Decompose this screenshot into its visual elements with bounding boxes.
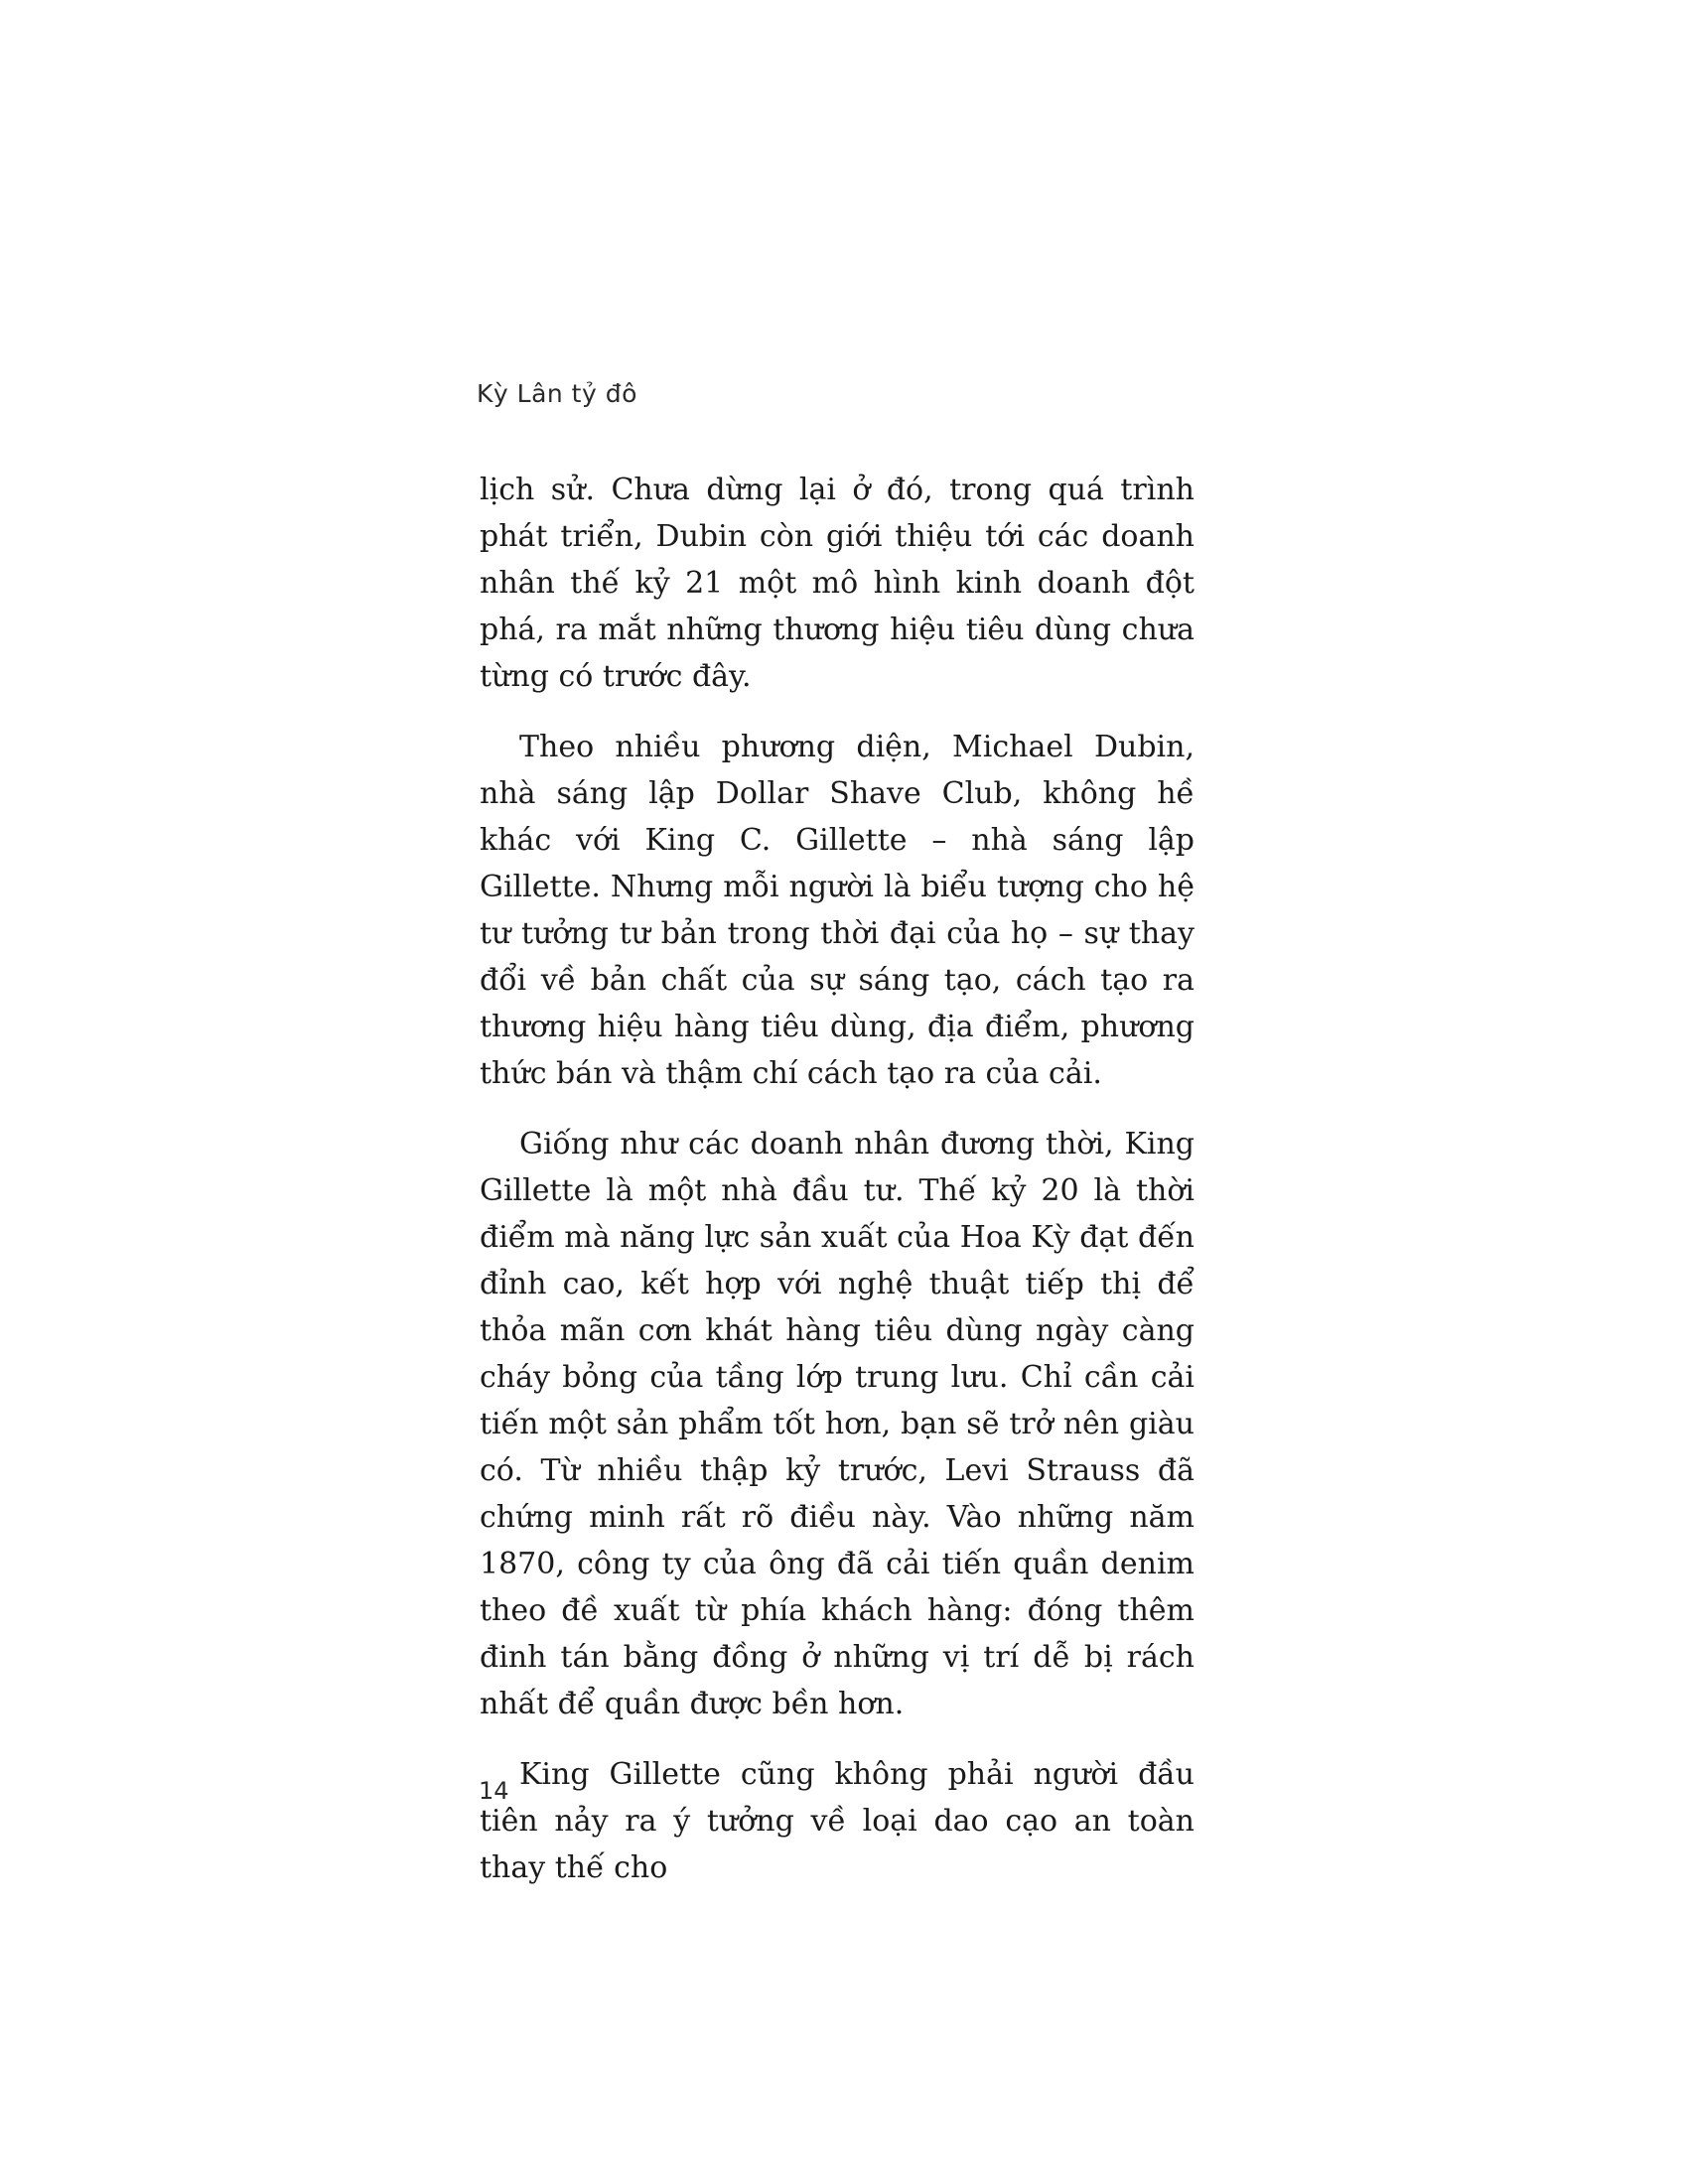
paragraph-4: King Gillette cũng không phải người đầu tiên nảy ra ý tưởng về loại dao cạo an toàn thay thế cho: [480, 1757, 1195, 1885]
paragraph-3: Giống như các doanh nhân đương thời, King Gillette là một nhà đầu tư. Thế kỷ 20 là thời điểm mà năng lực sản xuất của Hoa Kỳ đạt đến đỉnh cao, kết hợp với nghệ thuật tiếp thị để thỏa mãn cơn khát hàng tiêu dùng ngày càng cháy bỏng của tầng lớp trung lưu. Chỉ cần cải tiến một sản phẩm tốt hơn, bạn sẽ trở nên giàu có. Từ nhiều thập kỷ trước, Levi Strauss đã chứng minh rất rõ điều này. Vào những năm 1870, công ty của ông đã cải tiến quần denim theo đề xuất từ phía khách hàng: đóng thêm đinh tán bằng đồng ở những vị trí dễ bị rách nhất để quần được bền hơn.: [480, 1127, 1195, 1721]
paragraph-1: lịch sử. Chưa dừng lại ở đó, trong quá trình phát triển, Dubin còn giới thiệu tới các doanh nhân thế kỷ 21 một mô hình kinh doanh đột phá, ra mắt những thương hiệu tiêu dùng chưa từng có trước đây.: [480, 473, 1195, 694]
body-text: [480, 467, 1195, 1915]
page-number: 14: [479, 1777, 509, 1805]
paragraph-2: Theo nhiều phương diện, Michael Dubin, nhà sáng lập Dollar Shave Club, không hề khác với King C. Gillette – nhà sáng lập Gillette. Nhưng mỗi người là biểu tượng cho hệ tư tưởng tư bản trong thời đại của họ – sự thay đổi về bản chất của sự sáng tạo, cách tạo ra thương hiệu hàng tiêu dùng, địa điểm, phương thức bán và thậm chí cách tạo ra của cải.: [480, 730, 1195, 1091]
running-header: Kỳ Lân tỷ đô: [477, 379, 637, 408]
